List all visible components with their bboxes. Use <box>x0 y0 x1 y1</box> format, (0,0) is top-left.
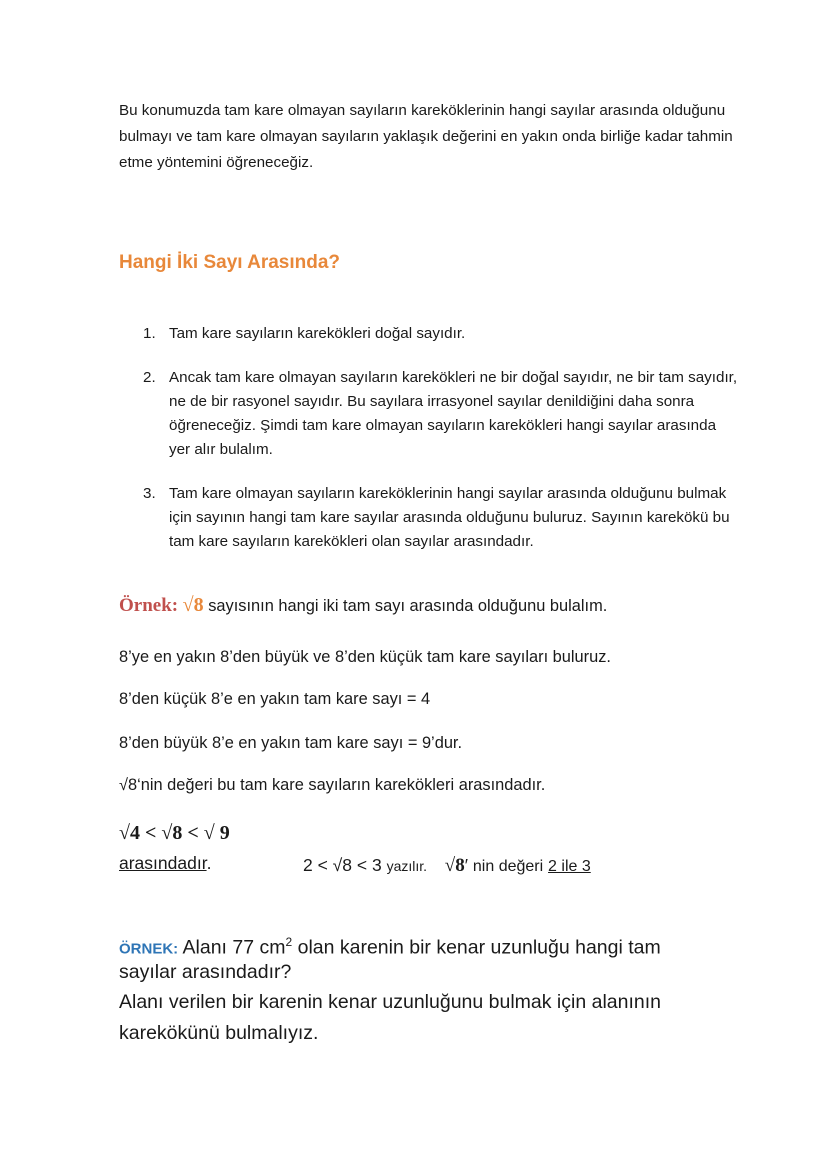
list-item <box>119 366 739 462</box>
list-number: 3. <box>143 485 156 502</box>
line-4: √8‘nin değeri bu tam kare sayıların karekökleri arasındadır. <box>119 776 546 794</box>
example-label: Örnek <box>119 595 172 616</box>
between-expression: 2 < √8 < 3 <box>303 855 382 875</box>
list-item <box>119 482 739 554</box>
between-dot: . <box>206 853 212 873</box>
inequality: √4 < √8 < √ 9 <box>119 822 230 844</box>
example-2-line-4: karekökünü bulmalıyız. <box>119 1022 319 1044</box>
q1-post: olan karenin bir kenar uzunluğu hangi tam <box>297 936 661 959</box>
line-3: 8’den büyük 8’e en yakın tam kare sayı = 9’dur. <box>119 734 463 752</box>
list-item <box>119 322 739 346</box>
list-number: 2. <box>143 369 156 386</box>
list-number: 1. <box>143 325 156 342</box>
example-2-line-2: sayılar arasındadır? <box>119 961 292 983</box>
between-expression-line <box>303 855 591 877</box>
between-line <box>119 853 211 874</box>
list-text: Ancak tam kare olmayan sayıların karekökleri ne bir doğal sayıdır, ne bir tam sayıdır, ne de bir rasyonel sayıdır. Bu sayılara irrasyonel sayılar denildiğini daha sonra öğreneceğiz. Şimdi tam kare olmayan sayıların karekökleri hangi sayılar arasında yer alır bulalım. <box>169 369 738 458</box>
example-colon: : <box>171 595 179 616</box>
written-word: yazılır. <box>386 858 428 874</box>
between-word: arasındadır <box>119 853 207 873</box>
example-2-line-3: Alanı verilen bir karenin kenar uzunluğunu bulmak için alanının <box>119 991 661 1013</box>
example-2-label: ÖRNEK: <box>119 940 179 958</box>
q1-pre: Alanı 77 cm <box>182 936 286 959</box>
example-text: sayısının hangi iki tam sayı arasında olduğunu bulalım. <box>208 597 608 615</box>
example-root: √8 <box>182 594 204 616</box>
list-text: Tam kare olmayan sayıların kareköklerinin hangi sayılar arasında olduğunu bulmak için sayının hangi tam kare sayılar arasında olduğunu buluruz. Sayının karekökü bu tam kare sayıların karekökleri olan sayılar arasındadır. <box>169 485 730 550</box>
value-range: 2 ile 3 <box>548 858 591 875</box>
section-heading: Hangi İki Sayı Arasında? <box>119 252 341 273</box>
example-1-line <box>119 594 607 617</box>
q1-sup: 2 <box>285 935 293 949</box>
line-2: 8’den küçük 8’e en yakın tam kare sayı = 4 <box>119 690 431 708</box>
intro-paragraph: Bu konumuzda tam kare olmayan sayıların kareköklerinin hangi sayılar arasında olduğunu bulmayı ve tam kare olmayan sayıların yaklaşık değerini en yakın onda birliğe kadar tahmin etme yöntemini öğreneceğiz. <box>119 102 733 171</box>
prime-mark: ′ <box>464 855 469 875</box>
root-eight: √8 <box>444 855 465 876</box>
line-1: 8’ye en yakın 8’den büyük ve 8’den küçük tam kare sayıları buluruz. <box>119 648 611 666</box>
value-text: nin değeri <box>472 858 544 875</box>
steps-list <box>119 322 739 554</box>
list-text: Tam kare sayıların karekökleri doğal sayıdır. <box>169 325 466 342</box>
